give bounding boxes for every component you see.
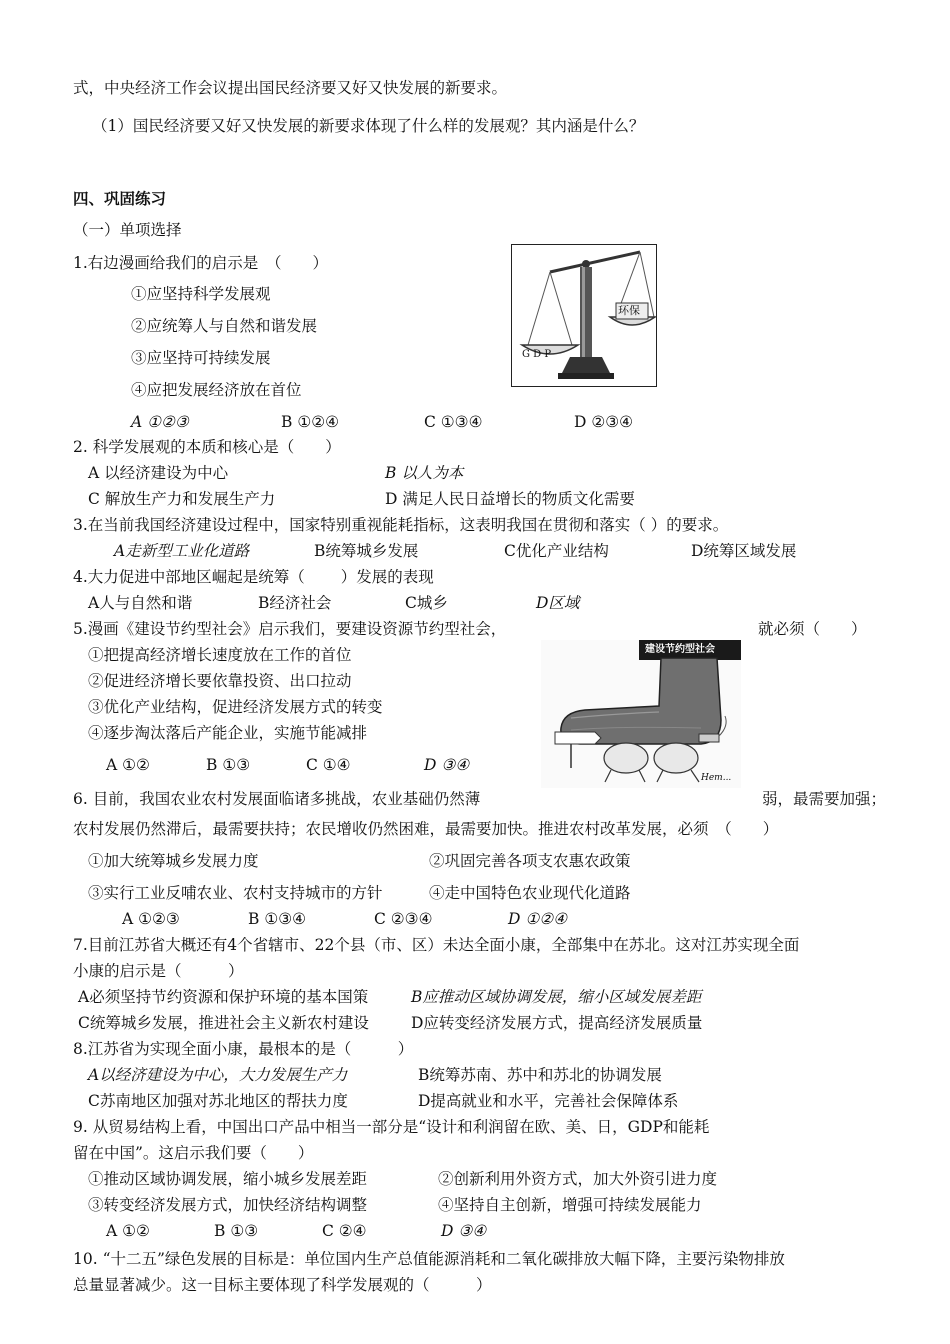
- q5-item: ③优化产业结构，促进经济发展方式的转变: [88, 698, 383, 716]
- q9-option-a: A ①②: [106, 1222, 150, 1240]
- q1-option-d: D ②③④: [574, 413, 634, 431]
- q5-option-a: A ①②: [106, 756, 150, 774]
- q4-stem: 4.大力促进中部地区崛起是统筹（ ）发展的表现: [73, 568, 434, 586]
- q6-option-a: A ①②③: [122, 910, 180, 928]
- q9-option-c: C ②④: [322, 1222, 367, 1240]
- q6-item: ④走中国特色农业现代化道路: [429, 884, 631, 902]
- q6-item: ②巩固完善各项支农惠农政策: [429, 852, 631, 870]
- frugal-society-cartoon: [541, 640, 741, 788]
- q1-option-b: B ①②④: [281, 413, 340, 431]
- q3-option-d: D统筹区域发展: [691, 542, 797, 560]
- q7-stem: 7.目前江苏省大概还有4个省辖市、22个县（市、区）未达全面小康，全部集中在苏北。这对江苏实现全面: [73, 936, 800, 954]
- q9-item: ①推动区域协调发展，缩小城乡发展差距: [88, 1170, 368, 1188]
- cartoon-caption: 建设节约型社会: [645, 644, 715, 655]
- cartoon-signature: Hem...: [701, 773, 732, 783]
- q5-item: ①把提高经济增长速度放在工作的首位: [88, 646, 352, 664]
- intro-question: （1）国民经济要又好又快发展的新要求体现了什么样的发展观？其内涵是什么？: [92, 117, 645, 135]
- q7-option-a: A必须坚持节约资源和保护环境的基本国策: [78, 988, 369, 1006]
- q1-item: ②应统筹人与自然和谐发展: [131, 317, 318, 335]
- q9-stem: 9. 从贸易结构上看，中国出口产品中相当一部分是“设计和利润留在欧、美、日，GDP和能耗: [73, 1118, 710, 1136]
- q6-option-c: C ②③④: [374, 910, 433, 928]
- q2-option-b: B 以人为本: [385, 464, 464, 482]
- q1-item: ①应坚持科学发展观: [131, 285, 271, 303]
- right-pan-label: 环保: [618, 304, 640, 317]
- q1-item: ③应坚持可持续发展: [131, 349, 271, 367]
- q4-option-b: B经济社会: [258, 594, 332, 612]
- q8-stem: 8.江苏省为实现全面小康，最根本的是（ ）: [73, 1040, 414, 1058]
- q8-option-b: B统筹苏南、苏中和苏北的协调发展: [418, 1066, 662, 1084]
- q6-stem: 6. 目前，我国农业农村发展面临诸多挑战，农业基础仍然薄: [73, 790, 481, 808]
- q6-option-d: D ①②④: [508, 910, 568, 928]
- q6-option-b: B ①③④: [248, 910, 307, 928]
- balance-scale-cartoon: [511, 244, 657, 387]
- q5-option-c: C ①④: [306, 756, 351, 774]
- left-pan-label: G D P: [522, 349, 552, 360]
- q5-item: ④逐步淘汰落后产能企业，实施节能减排: [88, 724, 368, 742]
- q1-option-a: A ①②③: [131, 413, 189, 431]
- q5-stem-end: 就必须（ ）: [758, 620, 867, 638]
- q4-option-c: C城乡: [405, 594, 448, 612]
- q3-option-b: B统筹城乡发展: [314, 542, 419, 560]
- q7-option-b: B应推动区域协调发展，缩小区域发展差距: [411, 988, 702, 1006]
- q1-option-c: C ①③④: [424, 413, 483, 431]
- q10-stem-cont: 总量显著减少。这一目标主要体现了科学发展观的（ ）: [73, 1276, 492, 1294]
- section-title: 四、巩固练习: [73, 189, 167, 208]
- q9-option-b: B ①③: [214, 1222, 259, 1240]
- q2-option-d: D 满足人民日益增长的物质文化需要: [385, 490, 635, 508]
- q8-option-a: A以经济建设为中心，大力发展生产力: [88, 1066, 348, 1084]
- q7-option-c: C统筹城乡发展，推进社会主义新农村建设: [78, 1014, 369, 1032]
- q5-option-b: B ①③: [206, 756, 251, 774]
- q9-item: ④坚持自主创新，增强可持续发展能力: [438, 1196, 702, 1214]
- q5-item: ②促进经济增长要依靠投资、出口拉动: [88, 672, 352, 690]
- q3-option-a: A走新型工业化道路: [114, 542, 250, 560]
- section-subtitle: （一）单项选择: [73, 221, 182, 239]
- q4-option-d: D区域: [536, 594, 580, 612]
- intro-line: 式，中央经济工作会议提出国民经济要又好又快发展的新要求。: [73, 79, 508, 97]
- q10-stem: 10. “十二五”绿色发展的目标是：单位国内生产总值能源消耗和二氧化碳排放大幅下降，主要污染物排放: [73, 1250, 785, 1268]
- q9-item: ③转变经济发展方式，加快经济结构调整: [88, 1196, 368, 1214]
- q6-item: ①加大统筹城乡发展力度: [88, 852, 259, 870]
- q7-option-d: D应转变经济发展方式，提高经济发展质量: [411, 1014, 703, 1032]
- q9-stem-cont: 留在中国”。这启示我们要（ ）: [73, 1144, 314, 1162]
- q2-option-c: C 解放生产力和发展生产力: [88, 490, 276, 508]
- frugal-society-drawing: [541, 640, 741, 788]
- q9-option-d: D ③④: [441, 1222, 487, 1240]
- q8-option-c: C苏南地区加强对苏北地区的帮扶力度: [88, 1092, 348, 1110]
- q6-item: ③实行工业反哺农业、农村支持城市的方针: [88, 884, 383, 902]
- q5-option-d: D ③④: [424, 756, 470, 774]
- q2-stem: 2. 科学发展观的本质和核心是（ ）: [73, 438, 341, 456]
- q7-stem-cont: 小康的启示是（ ）: [73, 962, 244, 980]
- q3-stem: 3.在当前我国经济建设过程中，国家特别重视能耗指标，这表明我国在贯彻和落实（ ）的要求。: [73, 516, 729, 534]
- q5-stem: 5.漫画《建设节约型社会》启示我们，要建设资源节约型社会，: [73, 620, 507, 638]
- q2-option-a: A 以经济建设为中心: [88, 464, 229, 482]
- q3-option-c: C优化产业结构: [504, 542, 609, 560]
- q1-item: ④应把发展经济放在首位: [131, 381, 302, 399]
- q6-stem-end: 弱，最需要加强；: [762, 790, 887, 808]
- q1-stem: 1.右边漫画给我们的启示是 （ ）: [73, 254, 329, 272]
- q4-option-a: A人与自然和谐: [88, 594, 193, 612]
- q9-item: ②创新利用外资方式，加大外资引进力度: [438, 1170, 718, 1188]
- q8-option-d: D提高就业和水平，完善社会保障体系: [418, 1092, 679, 1110]
- q6-stem-cont: 农村发展仍然滞后，最需要扶持；农民增收仍然困难，最需要加快。推进农村改革发展，必须 （ ）: [73, 820, 779, 838]
